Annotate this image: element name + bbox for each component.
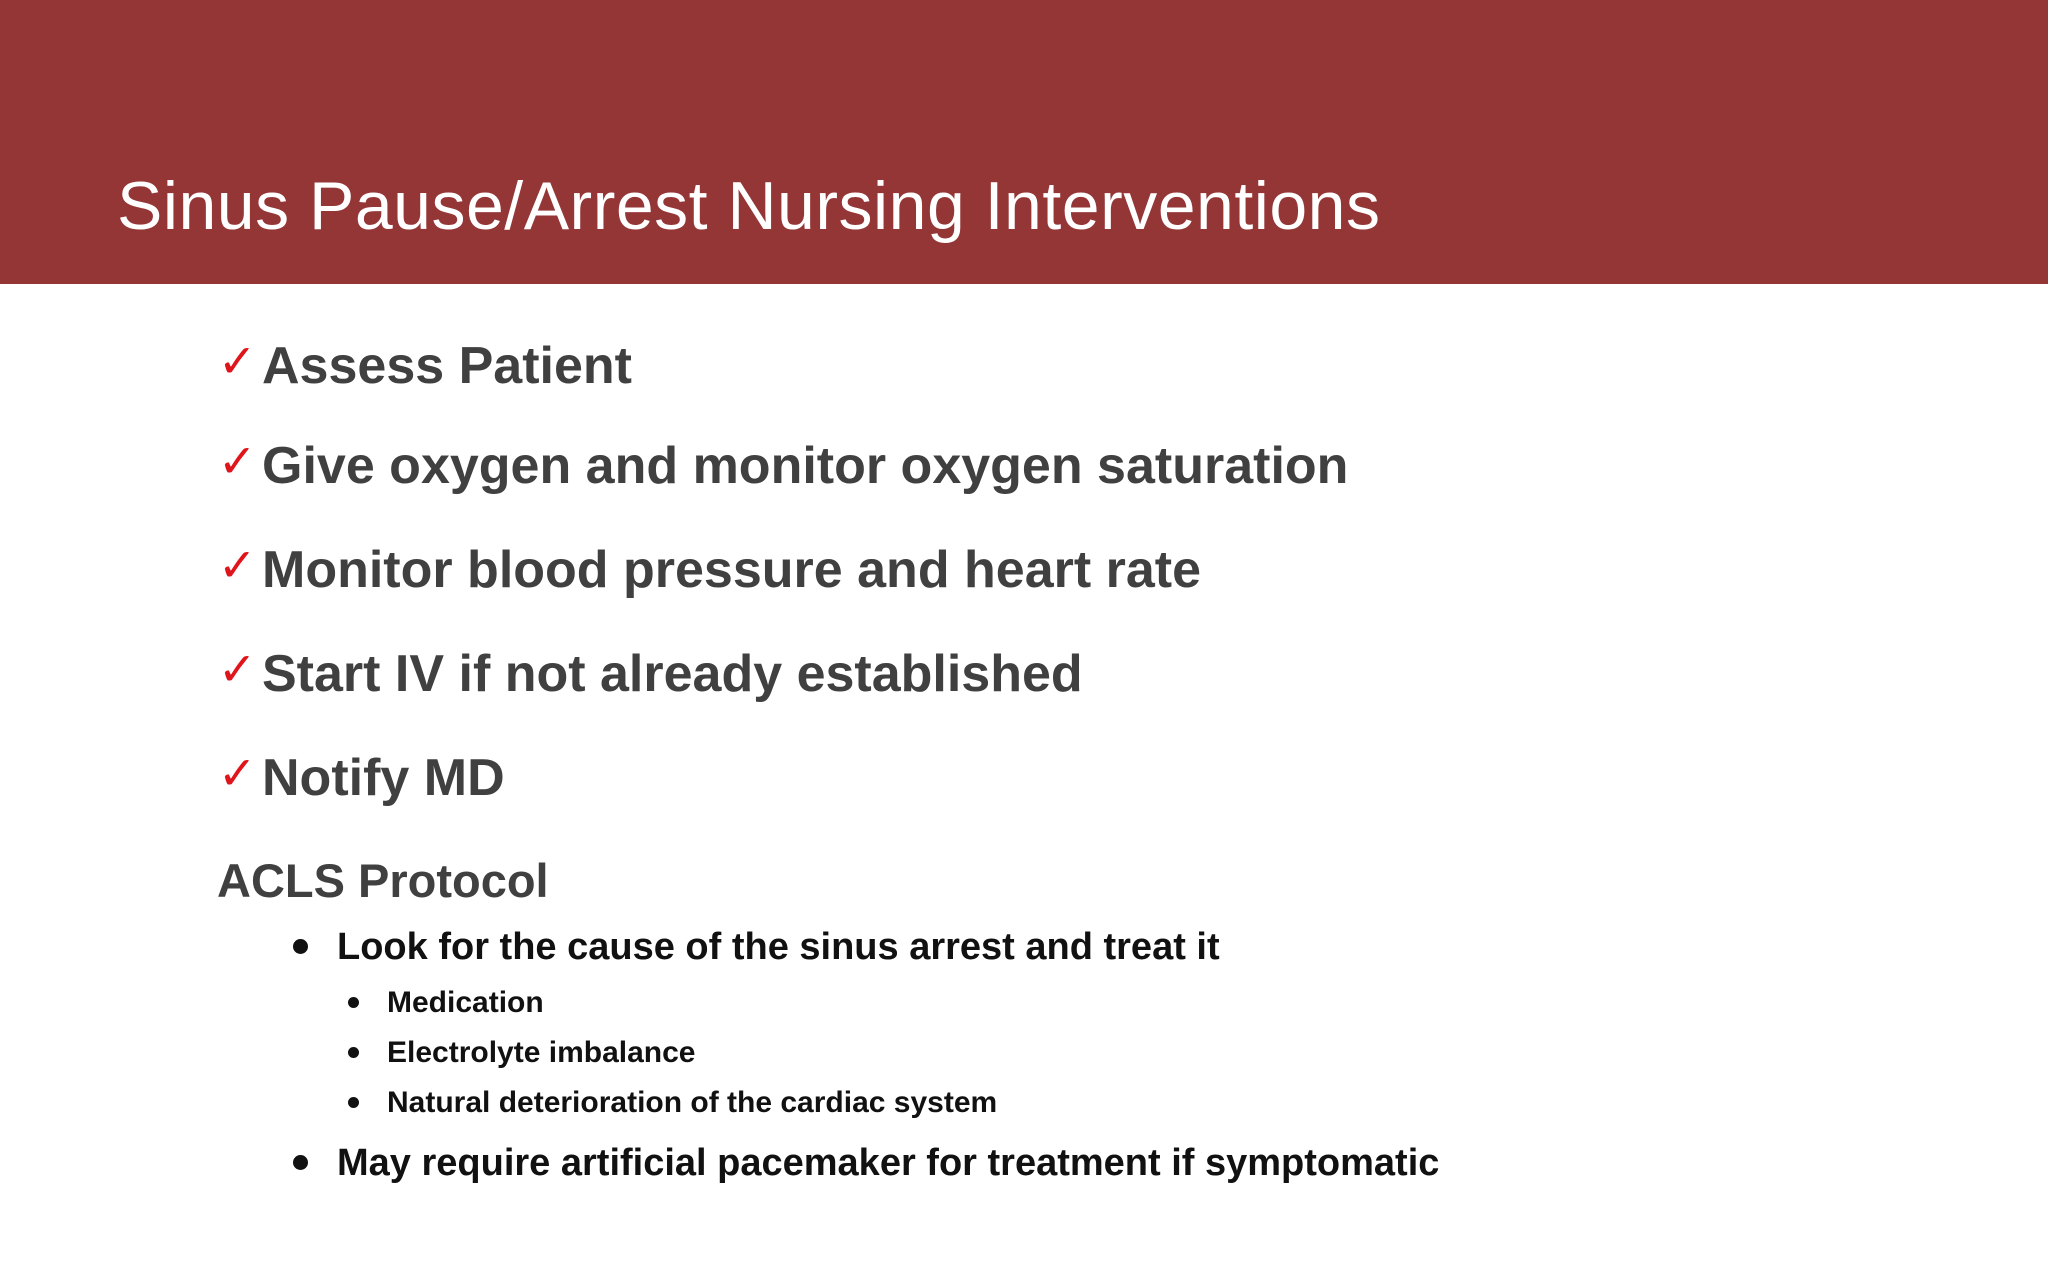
intervention-checklist <box>218 326 1918 842</box>
checkmark-icon: ✓ <box>218 642 257 696</box>
sub-bullet <box>337 1028 1990 1078</box>
header-band <box>0 0 2048 284</box>
sub-bullet-text: Medication <box>387 986 544 1019</box>
protocol-bullet-text: Look for the cause of the sinus arrest and treat it <box>337 926 1220 968</box>
protocol-bullet <box>290 918 1990 1128</box>
protocol-bullet-list <box>290 918 1990 1192</box>
checklist-item <box>218 326 1918 426</box>
checkmark-icon: ✓ <box>218 334 257 388</box>
checklist-item <box>218 530 1918 634</box>
sub-bullet-list <box>337 978 1990 1128</box>
checkmark-icon: ✓ <box>218 746 257 800</box>
checklist-item-label: Start IV if not already established <box>262 645 1083 703</box>
sub-bullet-group <box>337 978 1990 1128</box>
bullet-icon <box>348 1047 359 1058</box>
checkmark-icon: ✓ <box>218 434 257 488</box>
slide-title: Sinus Pause/Arrest Nursing Interventions <box>117 168 1381 244</box>
bullet-icon <box>293 939 308 954</box>
checklist-item <box>218 426 1918 530</box>
protocol-bullet-text: May require artificial pacemaker for treatment if symptomatic <box>337 1142 1440 1184</box>
bullet-icon <box>348 1097 359 1108</box>
protocol-bullet <box>290 1134 1990 1192</box>
sub-bullet-text: Natural deterioration of the cardiac system <box>387 1086 998 1119</box>
bullet-icon <box>293 1155 308 1170</box>
checklist-item <box>218 634 1918 738</box>
checklist-item-label: Notify MD <box>262 749 505 807</box>
checklist-item-label: Give oxygen and monitor oxygen saturation <box>262 437 1349 495</box>
checklist-item-label: Monitor blood pressure and heart rate <box>262 541 1202 599</box>
sub-bullet <box>337 1078 1990 1128</box>
sub-bullet <box>337 978 1990 1028</box>
checklist-item-label: Assess Patient <box>262 337 632 395</box>
sub-bullet-text: Electrolyte imbalance <box>387 1036 696 1069</box>
checklist-item <box>218 738 1918 842</box>
checkmark-icon: ✓ <box>218 538 257 592</box>
protocol-heading: ACLS Protocol <box>217 854 549 907</box>
bullet-icon <box>348 997 359 1008</box>
